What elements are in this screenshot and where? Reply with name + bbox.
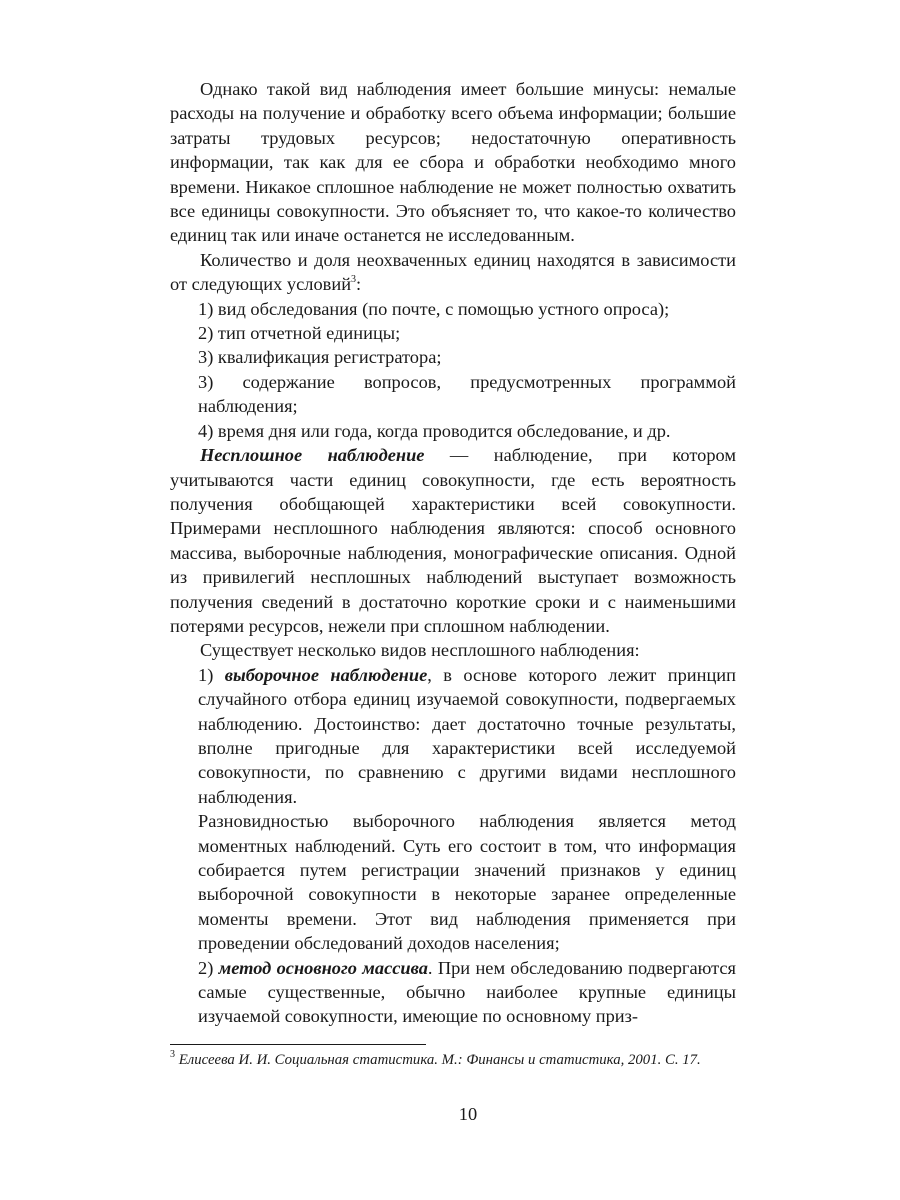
paragraph-conditions-intro [170, 248, 736, 297]
condition-item: 3) квалификация регистратора; [198, 347, 442, 368]
term-main-array-method: метод основного массива [218, 957, 428, 978]
condition-item: 3) содержание вопросов, предусмотренных программой наблюдения; [198, 371, 736, 417]
condition-item: 4) время дня или года, когда проводится обследование, и др. [198, 420, 671, 441]
term-sample-observation: выборочное наблюдение [224, 664, 428, 685]
conditions-intro-colon: : [356, 274, 362, 295]
type-item-sample [170, 663, 736, 809]
type-item-main-array [170, 956, 736, 1029]
paragraph-drawbacks: Однако такой вид наблюдения имеет большие минусы: немалые расходы на получение и обработку всего объема информации; большие затраты трудовых ресурсов; недостаточную оперативность информации, так как для ее сбора и обработки необходимо много времени. Никакое сплошное наблюдение не может полностью охватить все единицы совокупности. Это объясняет то, что какое-то количество единиц так или иначе останется не исследованным. [170, 79, 736, 246]
condition-item: 1) вид обследования (по почте, с помощью устного опроса); [198, 298, 670, 319]
paragraph-sample-definition [170, 443, 736, 638]
footnote-reference: 3 [351, 274, 357, 286]
type-item-text: . При нем обследованию подвергаются самые существенные, обычно наиболее крупные единицы изучаемой совокупности, имеющие по основному приз- [198, 957, 736, 1027]
type-item-number: 2) [198, 957, 219, 978]
footnote-text: Елисеева И. И. Социальная статистика. М.: Финансы и статистика, 2001. С. 17. [175, 1052, 701, 1068]
type-item-text: , в основе которого лежит принцип случайного отбора единиц изучаемой совокупности, подвергаемых наблюдению. Достоинство: дает достаточно точные результаты, вполне пригодные для характеристики всей исследуемой совокупности, по сравнению с другими видами несплошного наблюдения. [198, 664, 736, 807]
term-nonexhaustive-observation: Несплошное наблюдение [200, 445, 425, 466]
conditions-intro-text: Количество и доля неохваченных единиц находятся в зависимости от следующих условий [170, 249, 736, 295]
paragraph-moment-method: Разновидностью выборочного наблюдения является метод моментных наблюдений. Суть его состоит в том, что информация собирается путем регистрации значений признаков у единиц выборочной совокупности в некоторые заранее определенные моменты времени. Этот вид наблюдения применяется при проведении обследований доходов населения; [198, 811, 736, 954]
condition-item: 2) тип отчетной единицы; [198, 323, 401, 344]
footnote-mark: 3 [170, 1049, 175, 1061]
footnote-divider [170, 1044, 426, 1045]
footnote [170, 1051, 760, 1069]
page-number: 10 [458, 1104, 478, 1124]
definition-text: — наблюдение, при котором учитываются части единиц совокупности, где есть вероятность получения обобщающей характеристики всей совокупности. Примерами несплошного наблюдения являются: способ основного массива, выборочные наблюдения, монографические описания. Одной из привилегий несплошных наблюдений выступает возможность получения сведений в достаточно короткие сроки и с наименьшими потерями ресурсов, нежели при сплошном наблюдении. [170, 445, 736, 636]
main-text [170, 77, 736, 1029]
type-item-number: 1) [198, 664, 225, 685]
paragraph-types-intro: Существует несколько видов несплошного наблюдения: [200, 640, 640, 661]
